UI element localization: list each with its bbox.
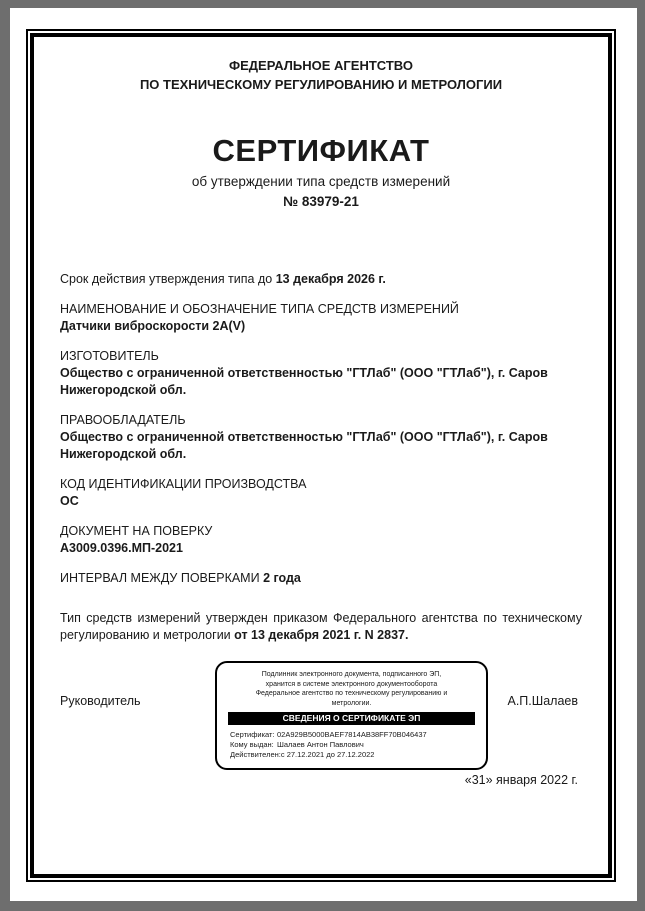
stamp-row-label: Сертификат:: [230, 730, 275, 739]
stamp-details: [226, 730, 477, 760]
certificate-title: СЕРТИФИКАТ: [212, 133, 430, 168]
field-value: 2 года: [263, 571, 301, 585]
certificate-border-inner: [30, 33, 612, 878]
validity-label: Срок действия утверждения типа до: [60, 272, 276, 286]
field-value: Общество с ограниченной ответственностью "ГТЛаб" (ООО "ГТЛаб"), г. Саров Нижегородской обл.: [60, 366, 548, 397]
stamp-certificate-serial: 02A929B5000BAEF7814AB38FF70B046437: [277, 730, 427, 739]
stamp-bar-title: СВЕДЕНИЯ О СЕРТИФИКАТЕ ЭП: [228, 712, 475, 725]
field-verification-document: [60, 523, 582, 557]
agency-header: [60, 56, 582, 94]
certificate-number: № 83979-21: [283, 194, 359, 209]
field-label: ПРАВООБЛАДАТЕЛЬ: [60, 413, 186, 427]
digital-signature-stamp: [215, 661, 488, 770]
approval-order-text: Тип средств измерений утвержден приказом Федерального агентства по техническому регулированию и метрологии: [60, 611, 582, 642]
field-value: Датчики виброскорости 2А(V): [60, 319, 246, 333]
signer-role: Руководитель: [60, 694, 141, 708]
field-value: А3009.0396.МП-2021: [60, 541, 183, 555]
field-label: ДОКУМЕНТ НА ПОВЕРКУ: [60, 524, 213, 538]
stamp-row-label: Кому выдан:: [230, 740, 274, 749]
certificate-content: [34, 37, 608, 874]
certificate-subtitle: об утверждении типа средств измерений: [191, 174, 451, 189]
field-label: НАИМЕНОВАНИЕ И ОБОЗНАЧЕНИЕ ТИПА СРЕДСТВ ИЗМЕРЕНИЙ: [60, 302, 459, 316]
agency-name-line2: ПО ТЕХНИЧЕСКОМУ РЕГУЛИРОВАНИЮ И МЕТРОЛОГИИ: [139, 77, 503, 92]
field-type-name: [60, 301, 582, 335]
field-rights-holder: [60, 412, 582, 463]
stamp-valid-row: [230, 750, 477, 760]
certificate-border-outer: [26, 29, 616, 882]
field-value: Общество с ограниченной ответственностью "ГТЛаб" (ООО "ГТЛаб"), г. Саров Нижегородской обл.: [60, 430, 548, 461]
field-label: ИНТЕРВАЛ МЕЖДУ ПОВЕРКАМИ: [60, 571, 264, 585]
signature-row: [60, 661, 582, 771]
field-value: ОС: [60, 494, 79, 508]
stamp-issued-to-row: [230, 740, 477, 750]
stamp-valid-dates: с 27.12.2021 до 27.12.2022: [280, 750, 375, 759]
stamp-intro-line: Подлинник электронного документа, подписанного ЭП,: [261, 671, 442, 678]
certificate-page: [10, 8, 637, 901]
validity-date: 13 декабря 2026 г.: [275, 272, 386, 286]
approval-order-date: от 13 декабря 2021 г. N 2837.: [234, 628, 409, 642]
field-production-code: [60, 476, 582, 510]
field-verification-interval: [60, 570, 582, 587]
stamp-certificate-row: [230, 730, 477, 740]
stamp-intro-line: Федеральное агентство по техническому регулированию и: [255, 690, 448, 697]
stamp-row-label: Действителен:: [230, 750, 281, 759]
stamp-intro-line: хранится в системе электронного документооборота: [265, 680, 438, 688]
approval-order-paragraph: [60, 610, 582, 644]
field-label: КОД ИДЕНТИФИКАЦИИ ПРОИЗВОДСТВА: [60, 477, 307, 491]
validity-line: [60, 271, 582, 288]
stamp-intro-line: метрологии.: [331, 699, 372, 707]
field-label: ИЗГОТОВИТЕЛЬ: [60, 349, 159, 363]
field-manufacturer: [60, 348, 582, 399]
signer-name: А.П.Шалаев: [507, 694, 578, 708]
stamp-intro: [226, 670, 477, 708]
stamp-issued-to-name: Шалаев Антон Павлович: [277, 740, 364, 749]
document-date: «31» января 2022 г.: [464, 773, 578, 787]
agency-name-line1: ФЕДЕРАЛЬНОЕ АГЕНТСТВО: [229, 58, 413, 73]
